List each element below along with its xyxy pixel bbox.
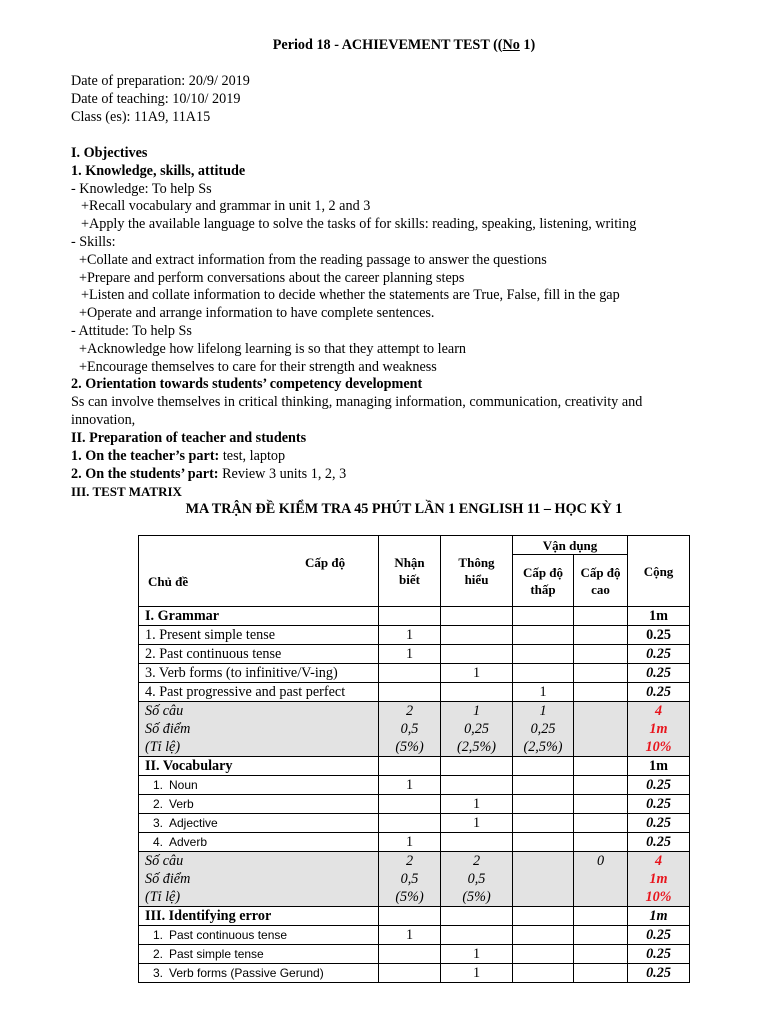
section-row-identifying-error: III. Identifying error 1m (139, 907, 690, 926)
section-row-vocabulary: II. Vocabulary 1m (139, 757, 690, 776)
preparation-heading: II. Preparation of teacher and students (71, 430, 307, 447)
table-row: 3. Adjective 1 0.25 (139, 814, 690, 833)
table-row: 3. Verb forms (Passive Gerund) 1 0.25 (139, 964, 690, 983)
skills-item-1: +Collate and extract information from the reading passage to answer the questions (79, 251, 547, 268)
title-underlined: No (502, 37, 520, 53)
attitude-line: - Attitude: To help Ss (71, 322, 192, 339)
table-row: 4. Adverb 1 0.25 (139, 833, 690, 852)
page-title: Period 18 - ACHIEVEMENT TEST ((No 1) (272, 37, 536, 53)
header-cap-do-cao: Cấp độ cao (574, 555, 628, 607)
knowledge-item-1: +Recall vocabulary and grammar in unit 1, 2 and 3 (81, 198, 371, 215)
knowledge-line: - Knowledge: To help Ss (71, 180, 212, 197)
attitude-item-1: +Acknowledge how lifelong learning is so that they attempt to learn (79, 340, 467, 357)
student-part: 2. On the students’ part: Review 3 units 1, 2, 3 (71, 465, 347, 482)
table-row: 1. Noun 1 0.25 (139, 776, 690, 795)
objectives-sub1: 1. Knowledge, skills, attitude (71, 162, 246, 179)
objectives-section (71, 144, 711, 500)
objectives-sub2: 2. Orientation towards students’ competency development (71, 376, 423, 393)
knowledge-item-2: +Apply the available language to solve the tasks of for skills: reading, speaking, listening, writing (81, 216, 637, 233)
header-cong: Cộng (628, 536, 690, 607)
section-row-grammar: I. Grammar 1m (139, 607, 690, 626)
matrix-heading: III. TEST MATRIX (71, 483, 182, 499)
skills-item-4: +Operate and arrange information to have complete sentences. (79, 305, 435, 322)
header-row-1 (139, 536, 690, 555)
table-row: 2. Past continuous tense 1 0.25 (139, 645, 690, 664)
table-row: 2. Verb 1 0.25 (139, 795, 690, 814)
table-row: 1. Past continuous tense 1 0.25 (139, 926, 690, 945)
table-row: 1. Present simple tense 1 0.25 (139, 626, 690, 645)
header-thong-hieu: Thông hiểu (441, 536, 513, 607)
attitude-item-2: +Encourage themselves to care for their strength and weakness (79, 358, 437, 375)
skills-line: - Skills: (71, 233, 116, 250)
info-block (71, 72, 701, 125)
objectives-heading: I. Objectives (71, 145, 148, 161)
skills-item-2: +Prepare and perform conversations about the career planning steps (79, 269, 465, 286)
teacher-part: 1. On the teacher’s part: test, laptop (71, 447, 286, 464)
table-row: 2. Past simple tense 1 0.25 (139, 945, 690, 964)
date-teaching: Date of teaching: 10/10/ 2019 (71, 90, 241, 107)
summary-row-vocabulary: Số câu Số điểm (Tỉ lệ) 2 0,5 (5%) 2 0,5 (5%) 0 4 1m 10% (139, 852, 690, 907)
summary-row-grammar: Số câu Số điểm (Tỉ lệ) 2 0,5 (5%) 1 0,25 (2,5%) 1 0,25 (2,5%) 4 1m 10% (139, 702, 690, 757)
table-row: 4. Past progressive and past perfect 1 0.25 (139, 683, 690, 702)
date-preparation: Date of preparation: 20/9/ 2019 (71, 73, 250, 89)
table-row: 3. Verb forms (to infinitive/V-ing) 1 0.25 (139, 664, 690, 683)
header-cap-do-thap: Cấp độ thấp (513, 555, 574, 607)
matrix-title: MA TRẬN ĐỀ KIỂM TRA 45 PHÚT LẦN 1 ENGLISH 11 – HỌC KỲ 1 (185, 501, 623, 517)
competency-text: Ss can involve themselves in critical thinking, managing information, communication, creativity and innovation, (71, 394, 643, 429)
header-topic-level: Cấp độ Chủ đề (139, 536, 379, 607)
header-van-dung: Vận dụng (513, 536, 628, 555)
header-nhan-biet: Nhận biết (379, 536, 441, 607)
skills-item-3: +Listen and collate information to decide whether the statements are True, False, fill in the gap (81, 287, 620, 304)
classes: Class (es): 11A9, 11A15 (71, 108, 211, 125)
test-matrix-table (138, 535, 690, 983)
